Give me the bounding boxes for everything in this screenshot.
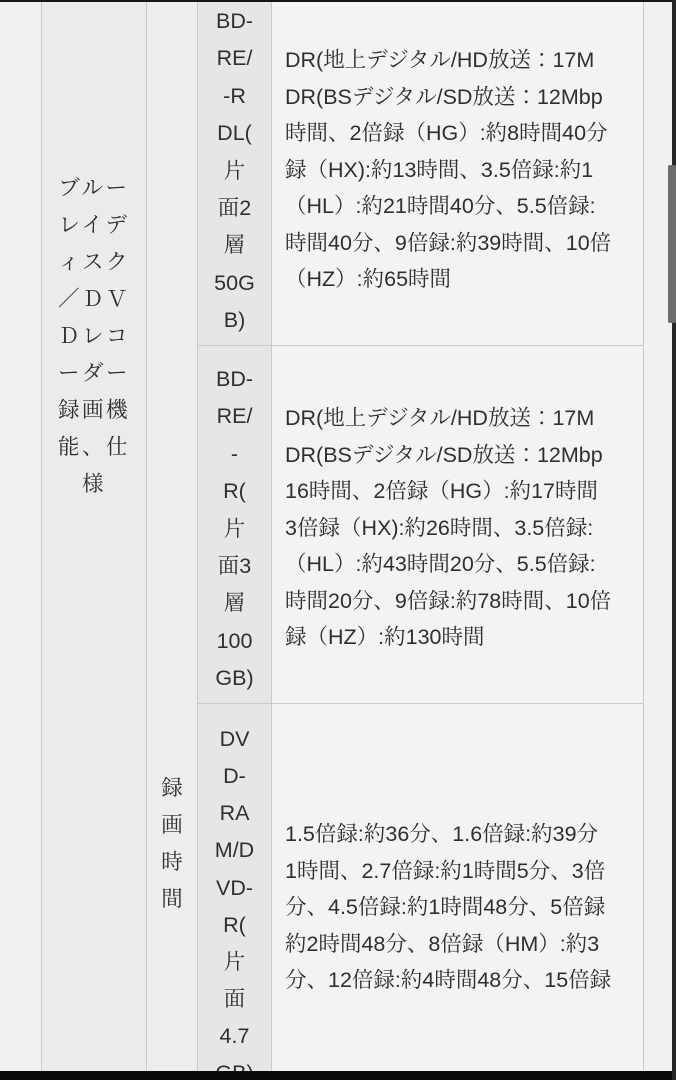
text-line: 層 xyxy=(223,591,246,616)
text-line: 3倍録（HX):約26時間、3.5倍録: xyxy=(285,515,594,540)
text-line: 時 xyxy=(161,850,183,874)
text-line: ィスク xyxy=(57,250,130,274)
text-line: 50G xyxy=(214,270,255,295)
recording-time-bd-re-r-dl xyxy=(272,42,643,302)
text-line: R( xyxy=(223,479,246,504)
text-line: 4.7 xyxy=(219,1024,250,1049)
text-line: DV xyxy=(219,727,250,751)
text-line: DR(地上デジタル/HD放送：17M xyxy=(285,48,595,72)
text-line: ブルー xyxy=(58,176,130,200)
text-line: 面2 xyxy=(217,196,252,221)
text-line: B) xyxy=(223,308,246,333)
media-type-bd-re-r-dl xyxy=(198,3,271,340)
text-line: （HZ）:約65時間 xyxy=(285,267,452,291)
text-line: 片 xyxy=(223,949,246,974)
row-header-cell xyxy=(42,2,146,1071)
recording-time-text xyxy=(285,42,643,298)
recording-time-text xyxy=(285,816,643,999)
text-line: 録画機 xyxy=(57,398,130,422)
table-border-vertical xyxy=(643,2,644,1071)
text-line: 時間20分、9倍録:約78時間、10倍 xyxy=(285,588,612,613)
text-line: 片 xyxy=(223,516,246,541)
text-line: 片 xyxy=(223,158,246,183)
text-line: ／ＤＶ xyxy=(57,287,130,311)
recording-time-bd-re-r xyxy=(272,400,643,660)
sub-header-label xyxy=(147,770,197,918)
row-header-label xyxy=(42,170,146,503)
text-line: DR(地上デジタル/HD放送：17M xyxy=(285,406,595,430)
bottom-edge-bar xyxy=(0,1071,676,1080)
text-line: DR(BSデジタル/SD放送：12Mbp xyxy=(285,84,603,109)
text-line: DL( xyxy=(217,121,252,146)
text-line: 様 xyxy=(81,472,106,496)
text-line: 時間、2倍録（HG）:約8時間40分 xyxy=(285,121,608,145)
recording-time-text xyxy=(285,400,643,656)
text-line: R( xyxy=(223,912,246,937)
text-line: 間 xyxy=(161,887,183,911)
text-line: M/D xyxy=(214,838,255,863)
media-type-bd-re-r xyxy=(198,361,271,698)
text-line: GB) xyxy=(215,666,254,691)
text-line: 面3 xyxy=(217,554,252,579)
text-line: 録（HZ）:約130時間 xyxy=(285,625,485,649)
text-line: Ｄレコ xyxy=(57,324,130,348)
text-line: DR(BSデジタル/SD放送：12Mbp xyxy=(285,442,603,467)
text-line: 約2時間48分、8倍録（HM）:約3 xyxy=(285,931,600,956)
text-line: BD- xyxy=(215,367,254,391)
text-line: 時間40分、9倍録:約39時間、10倍 xyxy=(285,230,612,255)
top-edge-bar xyxy=(0,0,676,2)
text-line: D- xyxy=(223,764,246,789)
text-line: 層 xyxy=(223,233,246,258)
text-line: 能、仕 xyxy=(57,435,130,459)
text-line: 録 xyxy=(161,776,183,800)
text-line: 100 xyxy=(216,628,253,653)
text-line: BD- xyxy=(215,9,254,33)
text-line: 分、4.5倍録:約1時間48分、5倍録 xyxy=(285,895,606,919)
text-line: -R xyxy=(223,83,246,108)
text-line: 1.5倍録:約36分、1.6倍録:約39分 xyxy=(285,822,599,846)
text-line: （HL）:約21時間40分、5.5倍録: xyxy=(285,194,596,218)
table-border-vertical xyxy=(41,2,42,1071)
text-line: RE/ xyxy=(216,404,253,429)
table-border-horizontal xyxy=(197,703,643,704)
text-line: 1時間、2.7倍録:約1時間5分、3倍 xyxy=(285,858,606,883)
text-line: 16時間、2倍録（HG）:約17時間 xyxy=(285,479,599,503)
text-line: RE/ xyxy=(216,46,253,71)
text-line: 画 xyxy=(161,813,183,837)
table-border-horizontal xyxy=(197,345,643,346)
text-line: RA xyxy=(219,801,250,826)
text-line: レイデ xyxy=(58,213,130,237)
text-line: （HL）:約43時間20分、5.5倍録: xyxy=(285,552,596,576)
scrollbar-thumb[interactable] xyxy=(668,165,676,323)
text-line: - xyxy=(230,441,239,466)
text-line: 分、12倍録:約4時間48分、15倍録 xyxy=(285,968,612,992)
text-line: VD- xyxy=(215,875,254,900)
text-line: 録（HX):約13時間、3.5倍録:約1 xyxy=(285,157,594,182)
text-line: ーダー xyxy=(57,361,130,385)
text-line: 面 xyxy=(223,987,246,1012)
media-type-dvd-ram-dvd-r xyxy=(198,721,271,1080)
recording-time-dvd-ram-dvd-r xyxy=(272,816,643,1006)
scrollbar-track[interactable] xyxy=(672,0,676,1080)
